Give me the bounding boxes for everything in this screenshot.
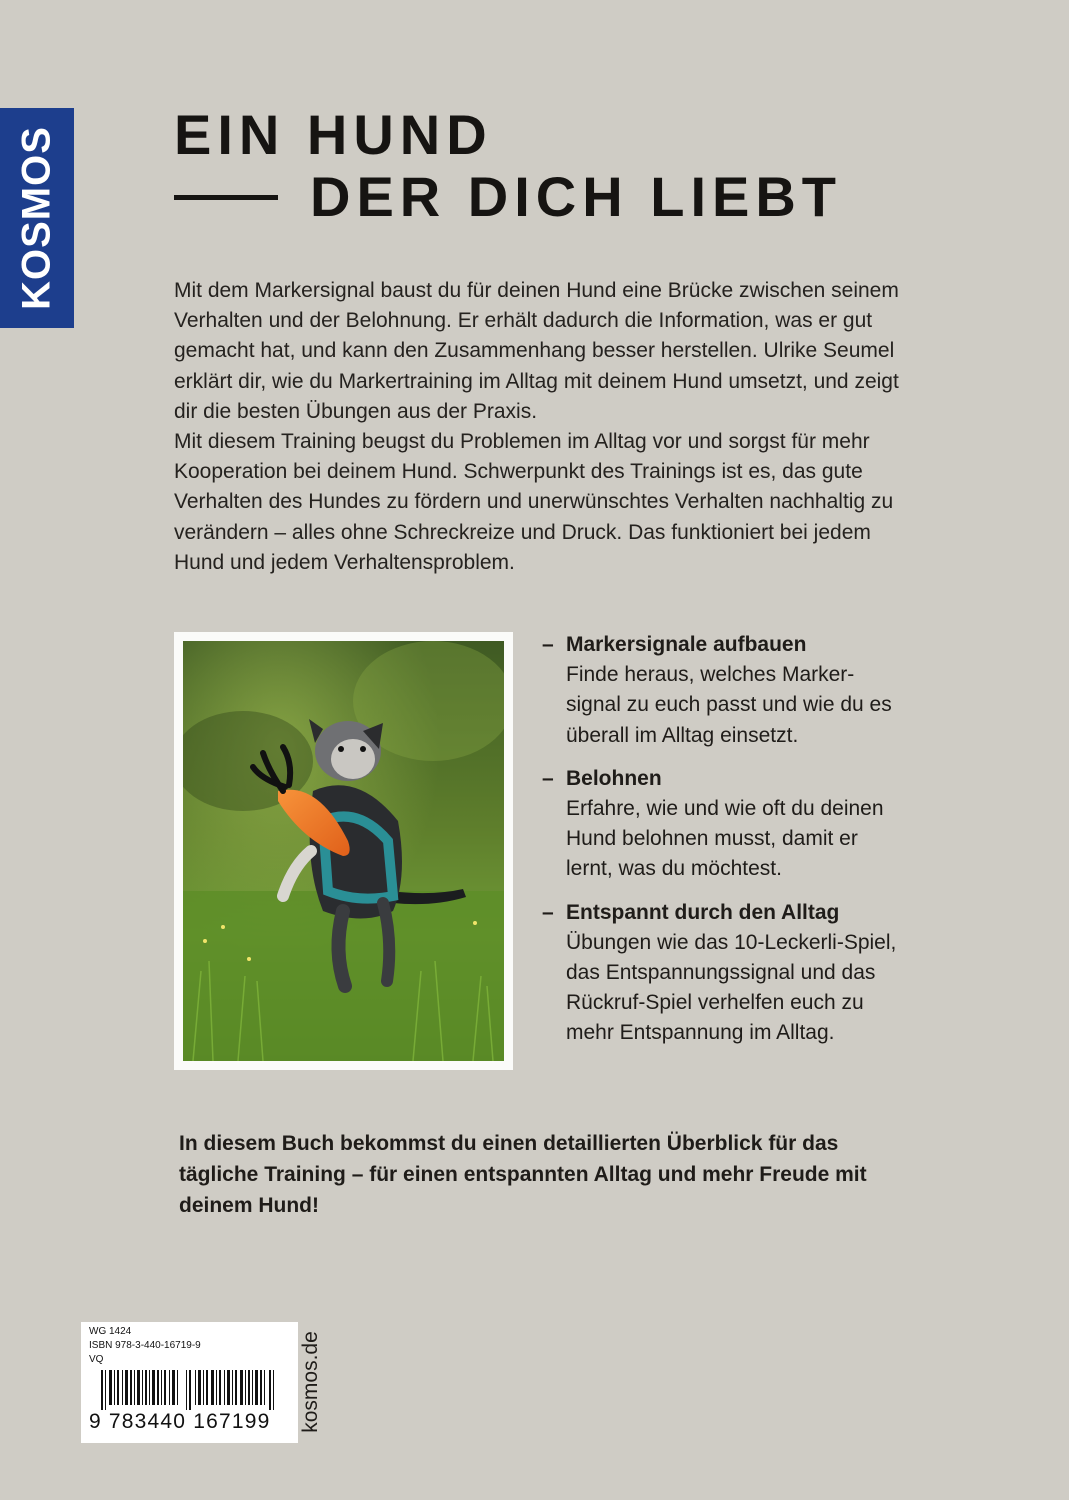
title-line-2: DER DICH LIEBT	[310, 165, 842, 228]
barcode-meta	[89, 1325, 201, 1367]
intro-text	[174, 276, 904, 578]
title-dash	[174, 195, 278, 200]
feature-text: Finde heraus, welches Markersignal zu euch passt und wie du es überall im Alltag einsetzt.	[566, 663, 892, 747]
feature-text: Erfahre, wie und wie oft du deinen Hund belohnen musst, damit er lernt, was du möchtest.	[566, 797, 884, 881]
feature-item	[542, 898, 902, 1049]
book-title	[174, 104, 842, 228]
intro-paragraph-2: Mit diesem Training beugst du Problemen im Alltag vor und sorgst für mehr Kooperation bei deinem Hund. Schwerpunkt des Trainings ist es, das gute Verhalten des Hundes zu fördern und unerwünschtes Verhalten nachhaltig zu verändern – alles ohne Schreckreize und Druck. Das funktioniert bei jedem Hund und jedem Verhaltensproblem.	[174, 430, 894, 574]
dog-photo	[183, 641, 504, 1061]
code-text: VQ	[89, 1354, 104, 1365]
kosmos-logo-tab	[0, 108, 74, 328]
isbn-text: ISBN 978-3-440-16719-9	[89, 1340, 201, 1351]
summary-text: In diesem Buch bekommst du einen detaillierten Überblick für das tägliche Training – für einen entspannten Alltag und mehr Freude mit deinem Hund!	[179, 1132, 867, 1217]
barcode-box	[81, 1322, 298, 1443]
feature-item	[542, 764, 902, 885]
website-text: kosmos.de	[299, 1331, 322, 1433]
feature-text: Übungen wie das 10-Leckerli-Spiel, das Entspannungssignal und das Rückruf-Spiel verhelfen euch zu mehr Entspannung im Alltag.	[566, 930, 897, 1045]
barcode-number: 9 783440 167199	[89, 1410, 271, 1433]
feature-heading: Markersignale aufbauen	[566, 633, 807, 656]
feature-bullet: –	[542, 900, 554, 924]
title-line-1: EIN HUND	[174, 103, 493, 166]
intro-paragraph-1: Mit dem Markersignal baust du für deinen Hund eine Brücke zwischen seinem Verhalten und der Belohnung. Er erhält dadurch die Information, was er gut gemacht hat, und kann den Zusammenhang besser herstellen. Ulrike Seumel erklärt dir, wie du Markertraining im Alltag mit deinem Hund umsetzt, und zeigt dir die besten Übungen aus der Praxis.	[174, 279, 899, 423]
feature-heading: Entspannt durch den Alltag	[566, 900, 840, 924]
feature-item	[542, 630, 902, 751]
feature-list	[542, 630, 902, 1062]
kosmos-logo: KOSMOS	[14, 126, 59, 310]
dog-photo-frame	[174, 632, 513, 1070]
feature-heading: Belohnen	[566, 766, 662, 790]
feature-bullet: –	[542, 633, 554, 656]
title-line-2-row	[174, 166, 842, 228]
website	[298, 1320, 324, 1444]
barcode-bars	[91, 1370, 287, 1410]
feature-bullet: –	[542, 766, 554, 790]
wg-number: WG 1424	[89, 1326, 132, 1337]
